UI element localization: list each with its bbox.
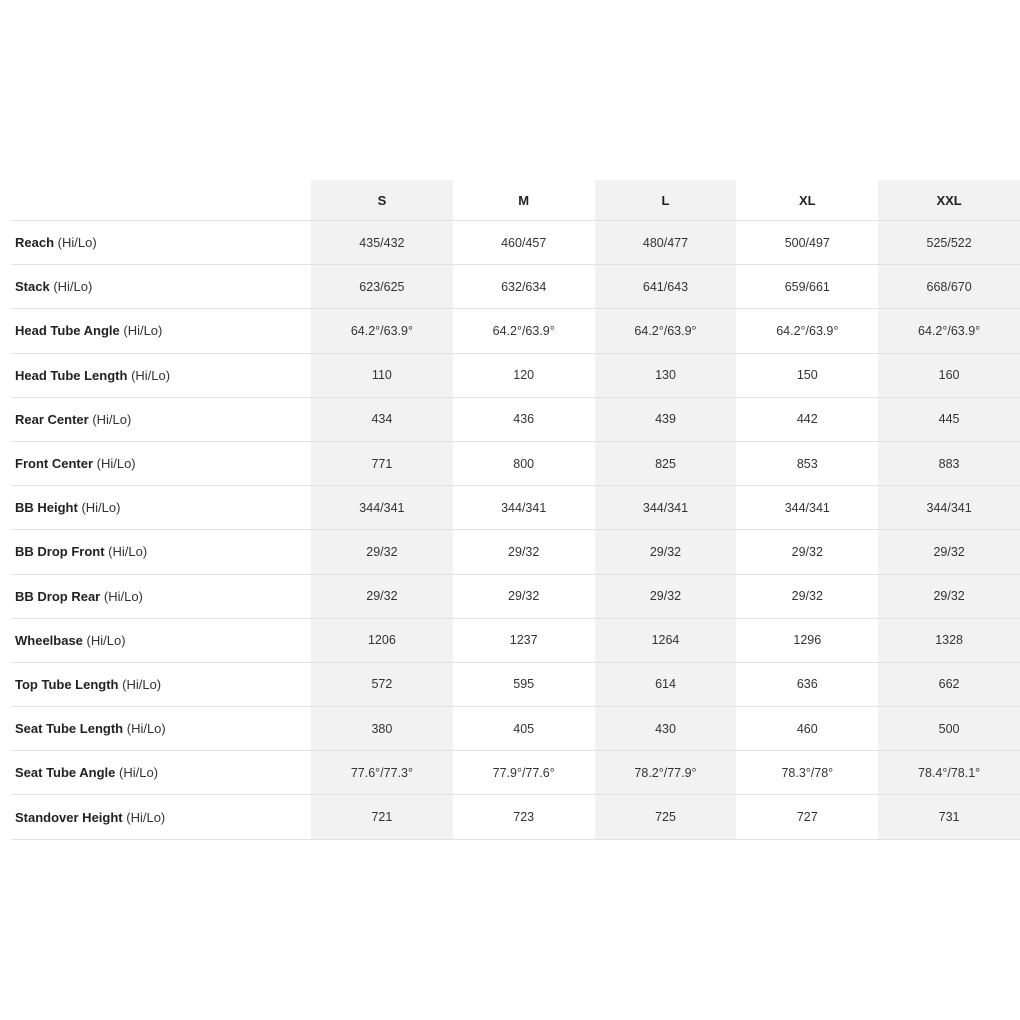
value-cell-m: 632/634 bbox=[453, 265, 595, 309]
value-cell-s: 721 bbox=[311, 795, 453, 839]
row-label bbox=[11, 751, 311, 795]
value-cell-m: 436 bbox=[453, 397, 595, 441]
value-cell-l: 725 bbox=[595, 795, 737, 839]
size-header-xxl: XXL bbox=[878, 180, 1020, 221]
table-row bbox=[11, 618, 1020, 662]
row-label-suffix: (Hi/Lo) bbox=[122, 676, 162, 692]
value-cell-xl: 29/32 bbox=[736, 574, 878, 618]
row-label-name: BB Drop Rear bbox=[15, 588, 101, 604]
value-cell-xl: 344/341 bbox=[736, 486, 878, 530]
size-header-m: M bbox=[453, 180, 595, 221]
table-row bbox=[11, 441, 1020, 485]
value-cell-l: 439 bbox=[595, 397, 737, 441]
value-cell-m: 64.2°/63.9° bbox=[453, 309, 595, 353]
value-cell-l: 78.2°/77.9° bbox=[595, 751, 737, 795]
row-label-suffix: (Hi/Lo) bbox=[81, 500, 121, 516]
row-label-suffix: (Hi/Lo) bbox=[92, 411, 132, 427]
row-label bbox=[11, 441, 311, 485]
value-cell-xl: 150 bbox=[736, 353, 878, 397]
row-label-suffix: (Hi/Lo) bbox=[86, 632, 126, 648]
value-cell-l: 64.2°/63.9° bbox=[595, 309, 737, 353]
row-label-suffix: (Hi/Lo) bbox=[103, 588, 143, 604]
table-row bbox=[11, 486, 1020, 530]
value-cell-m: 120 bbox=[453, 353, 595, 397]
value-cell-s: 435/432 bbox=[311, 221, 453, 265]
value-cell-xl: 442 bbox=[736, 397, 878, 441]
value-cell-m: 460/457 bbox=[453, 221, 595, 265]
row-label bbox=[11, 221, 311, 265]
value-cell-s: 77.6°/77.3° bbox=[311, 751, 453, 795]
row-label bbox=[11, 574, 311, 618]
value-cell-s: 380 bbox=[311, 707, 453, 751]
value-cell-l: 1264 bbox=[595, 618, 737, 662]
value-cell-xl: 636 bbox=[736, 662, 878, 706]
value-cell-m: 405 bbox=[453, 707, 595, 751]
row-label-suffix: (Hi/Lo) bbox=[53, 279, 93, 295]
value-cell-s: 29/32 bbox=[311, 574, 453, 618]
table-row bbox=[11, 707, 1020, 751]
value-cell-xxl: 64.2°/63.9° bbox=[878, 309, 1020, 353]
value-cell-l: 480/477 bbox=[595, 221, 737, 265]
size-header-xl: XL bbox=[736, 180, 878, 221]
value-cell-xl: 29/32 bbox=[736, 530, 878, 574]
value-cell-xxl: 1328 bbox=[878, 618, 1020, 662]
value-cell-l: 825 bbox=[595, 441, 737, 485]
row-label-suffix: (Hi/Lo) bbox=[123, 323, 163, 339]
table-row bbox=[11, 309, 1020, 353]
value-cell-xxl: 160 bbox=[878, 353, 1020, 397]
value-cell-s: 572 bbox=[311, 662, 453, 706]
value-cell-m: 344/341 bbox=[453, 486, 595, 530]
value-cell-xl: 500/497 bbox=[736, 221, 878, 265]
value-cell-l: 344/341 bbox=[595, 486, 737, 530]
value-cell-s: 434 bbox=[311, 397, 453, 441]
row-label bbox=[11, 707, 311, 751]
header-row bbox=[11, 180, 1020, 221]
row-label-name: Seat Tube Angle bbox=[15, 765, 116, 781]
value-cell-xxl: 525/522 bbox=[878, 221, 1020, 265]
value-cell-m: 800 bbox=[453, 441, 595, 485]
table-row bbox=[11, 530, 1020, 574]
row-label-name: Head Tube Length bbox=[15, 367, 128, 383]
row-label-name: Seat Tube Length bbox=[15, 721, 124, 737]
row-label bbox=[11, 353, 311, 397]
row-label-name: Stack bbox=[15, 279, 50, 295]
row-label-name: Front Center bbox=[15, 456, 93, 472]
value-cell-m: 723 bbox=[453, 795, 595, 839]
value-cell-xxl: 668/670 bbox=[878, 265, 1020, 309]
value-cell-m: 29/32 bbox=[453, 574, 595, 618]
row-label-name: BB Drop Front bbox=[15, 544, 105, 560]
value-cell-s: 344/341 bbox=[311, 486, 453, 530]
row-label-name: Reach bbox=[15, 235, 55, 251]
row-label-suffix: (Hi/Lo) bbox=[126, 721, 166, 737]
row-label-name: BB Height bbox=[15, 500, 78, 516]
value-cell-l: 29/32 bbox=[595, 574, 737, 618]
value-cell-m: 1237 bbox=[453, 618, 595, 662]
value-cell-s: 29/32 bbox=[311, 530, 453, 574]
row-label bbox=[11, 618, 311, 662]
value-cell-l: 29/32 bbox=[595, 530, 737, 574]
value-cell-s: 771 bbox=[311, 441, 453, 485]
value-cell-xxl: 29/32 bbox=[878, 574, 1020, 618]
row-label-name: Standover Height bbox=[15, 809, 123, 825]
value-cell-m: 29/32 bbox=[453, 530, 595, 574]
row-label-suffix: (Hi/Lo) bbox=[126, 809, 166, 825]
size-header-l: L bbox=[595, 180, 737, 221]
row-label bbox=[11, 309, 311, 353]
value-cell-m: 595 bbox=[453, 662, 595, 706]
value-cell-s: 623/625 bbox=[311, 265, 453, 309]
row-label bbox=[11, 397, 311, 441]
value-cell-xxl: 662 bbox=[878, 662, 1020, 706]
value-cell-xxl: 344/341 bbox=[878, 486, 1020, 530]
value-cell-xxl: 445 bbox=[878, 397, 1020, 441]
row-label-name: Head Tube Angle bbox=[15, 323, 120, 339]
row-label-name: Top Tube Length bbox=[15, 676, 119, 692]
table-row bbox=[11, 574, 1020, 618]
row-label bbox=[11, 265, 311, 309]
corner-header-cell bbox=[11, 180, 311, 221]
value-cell-s: 1206 bbox=[311, 618, 453, 662]
row-label-suffix: (Hi/Lo) bbox=[57, 235, 97, 251]
row-label bbox=[11, 486, 311, 530]
value-cell-m: 77.9°/77.6° bbox=[453, 751, 595, 795]
value-cell-xl: 460 bbox=[736, 707, 878, 751]
value-cell-xl: 64.2°/63.9° bbox=[736, 309, 878, 353]
size-header-s: S bbox=[311, 180, 453, 221]
table-row bbox=[11, 353, 1020, 397]
row-label-suffix: (Hi/Lo) bbox=[96, 456, 136, 472]
geometry-table-body bbox=[11, 221, 1020, 840]
value-cell-xxl: 29/32 bbox=[878, 530, 1020, 574]
value-cell-xl: 853 bbox=[736, 441, 878, 485]
row-label-suffix: (Hi/Lo) bbox=[119, 765, 159, 781]
value-cell-xl: 78.3°/78° bbox=[736, 751, 878, 795]
value-cell-xxl: 500 bbox=[878, 707, 1020, 751]
row-label bbox=[11, 530, 311, 574]
row-label bbox=[11, 795, 311, 839]
table-row bbox=[11, 397, 1020, 441]
value-cell-s: 64.2°/63.9° bbox=[311, 309, 453, 353]
value-cell-l: 614 bbox=[595, 662, 737, 706]
table-row bbox=[11, 221, 1020, 265]
value-cell-l: 130 bbox=[595, 353, 737, 397]
row-label-suffix: (Hi/Lo) bbox=[131, 367, 171, 383]
row-label-suffix: (Hi/Lo) bbox=[108, 544, 148, 560]
value-cell-xl: 659/661 bbox=[736, 265, 878, 309]
table-row bbox=[11, 795, 1020, 839]
row-label-name: Wheelbase bbox=[15, 632, 83, 648]
value-cell-xxl: 731 bbox=[878, 795, 1020, 839]
table-row bbox=[11, 265, 1020, 309]
value-cell-l: 430 bbox=[595, 707, 737, 751]
table-row bbox=[11, 751, 1020, 795]
row-label-name: Rear Center bbox=[15, 411, 89, 427]
value-cell-xxl: 883 bbox=[878, 441, 1020, 485]
value-cell-xxl: 78.4°/78.1° bbox=[878, 751, 1020, 795]
table-row bbox=[11, 662, 1020, 706]
row-label bbox=[11, 662, 311, 706]
value-cell-xl: 727 bbox=[736, 795, 878, 839]
geometry-table bbox=[11, 180, 1020, 840]
value-cell-xl: 1296 bbox=[736, 618, 878, 662]
value-cell-l: 641/643 bbox=[595, 265, 737, 309]
value-cell-s: 110 bbox=[311, 353, 453, 397]
